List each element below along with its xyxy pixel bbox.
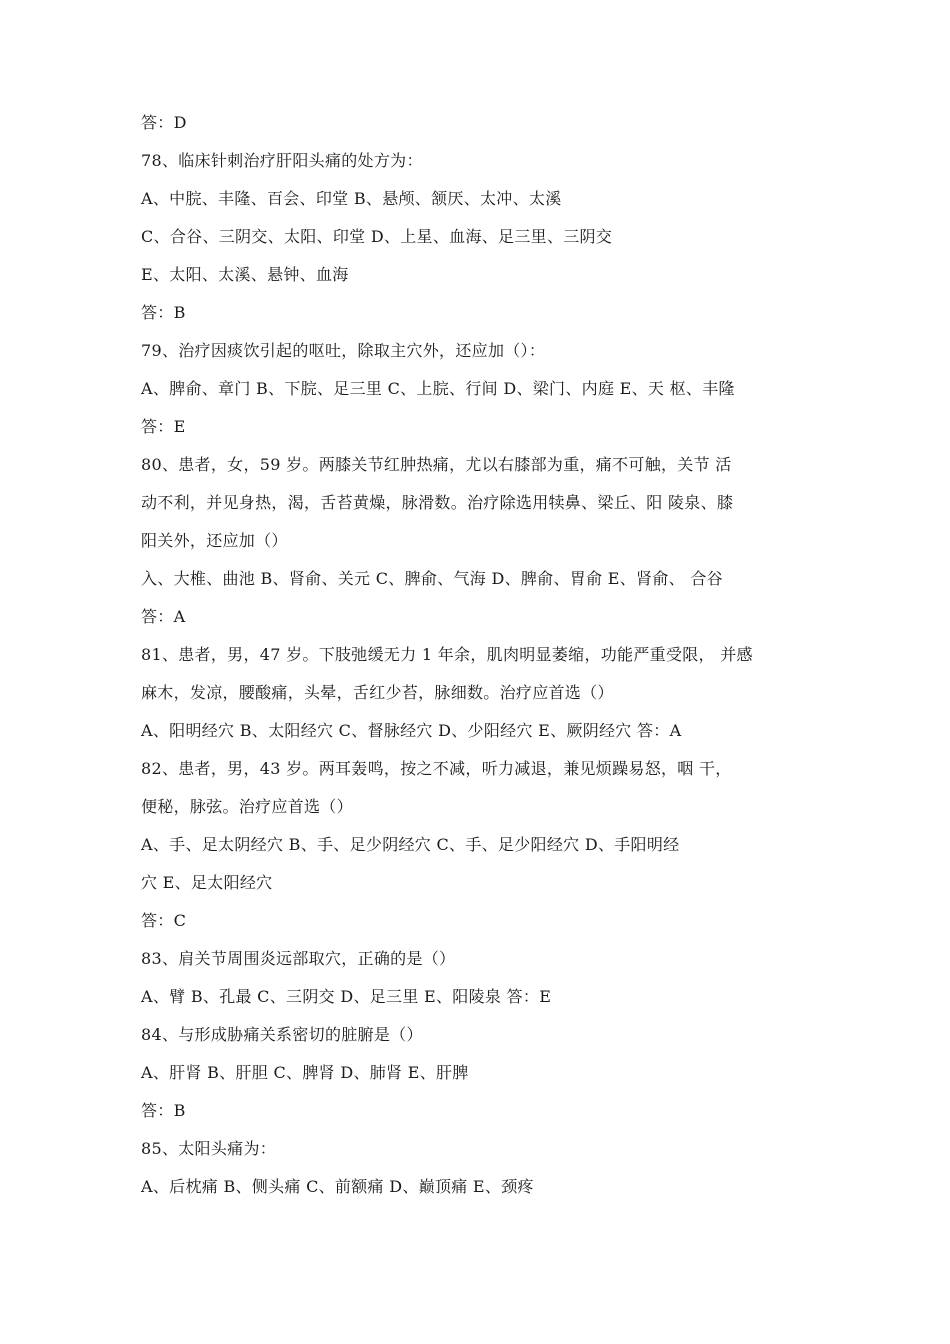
text-line: 便秘，脉弦。治疗应首选（）: [141, 797, 353, 816]
text-line: 84、与形成胁痛关系密切的脏腑是（）: [141, 1025, 423, 1044]
text-line: 动不利，并见身热，渴，舌苔黄燥，脉滑数。治疗除选用犊鼻、梁丘、阳 陵泉、膝: [141, 493, 734, 512]
text-line: 阳关外，还应加（）: [141, 531, 288, 550]
text-line: E、太阳、太溪、悬钟、血海: [141, 265, 349, 284]
text-line: 答：D: [141, 113, 187, 132]
text-line: A、手、足太阴经穴 B、手、足少阴经穴 C、手、足少阳经穴 D、手阳明经: [141, 835, 680, 854]
text-line: 83、肩关节周围炎远部取穴，正确的是（）: [141, 949, 456, 968]
text-line: 答：C: [141, 911, 187, 930]
text-line: 78、临床针刺治疗肝阳头痛的处方为：: [141, 151, 423, 170]
text-line: A、后枕痛 B、侧头痛 C、前额痛 D、巅顶痛 E、颈疼: [141, 1177, 534, 1196]
text-line: A、脾俞、章门 B、下脘、足三里 C、上脘、行间 D、梁门、内庭 E、天 枢、丰隆: [141, 379, 735, 398]
text-line: 穴 E、足太阳经穴: [141, 873, 273, 892]
text-line: A、肝肾 B、肝胆 C、脾肾 D、肺肾 E、肝脾: [141, 1063, 469, 1082]
text-line: 麻木，发凉，腰酸痛，头晕，舌红少苔，脉细数。治疗应首选（）: [141, 683, 614, 702]
text-line: A、阳明经穴 B、太阳经穴 C、督脉经穴 D、少阳经穴 E、厥阴经穴 答：A: [141, 721, 682, 740]
text-line: 答：B: [141, 1101, 186, 1120]
text-line: 答：B: [141, 303, 186, 322]
text-line: 80、患者，女，59 岁。两膝关节红肿热痛，尤以右膝部为重，痛不可触，关节 活: [141, 455, 732, 474]
text-line: C、合谷、三阴交、太阳、印堂 D、上星、血海、足三里、三阴交: [141, 227, 613, 246]
text-line: 81、患者，男，47 岁。下肢弛缓无力 1 年余，肌肉明显萎缩，功能严重受限， 并感: [141, 645, 753, 664]
text-line: A、中脘、丰隆、百会、印堂 B、悬颅、颔厌、太冲、太溪: [141, 189, 562, 208]
text-line: 85、太阳头痛为：: [141, 1139, 277, 1158]
text-line: 答：A: [141, 607, 186, 626]
text-line: 答：E: [141, 417, 186, 436]
text-line: 入、大椎、曲池 B、肾俞、关元 C、脾俞、气海 D、脾俞、胃俞 E、肾俞、 合谷: [141, 569, 723, 588]
text-line: A、臂 B、孔最 C、三阴交 D、足三里 E、阳陵泉 答：E: [141, 987, 552, 1006]
text-line: 82、患者，男，43 岁。两耳轰鸣，按之不减，听力减退，兼见烦躁易怒，咽 干，: [141, 759, 732, 778]
text-line: 79、治疗因痰饮引起的呕吐，除取主穴外，还应加（）：: [141, 341, 546, 360]
